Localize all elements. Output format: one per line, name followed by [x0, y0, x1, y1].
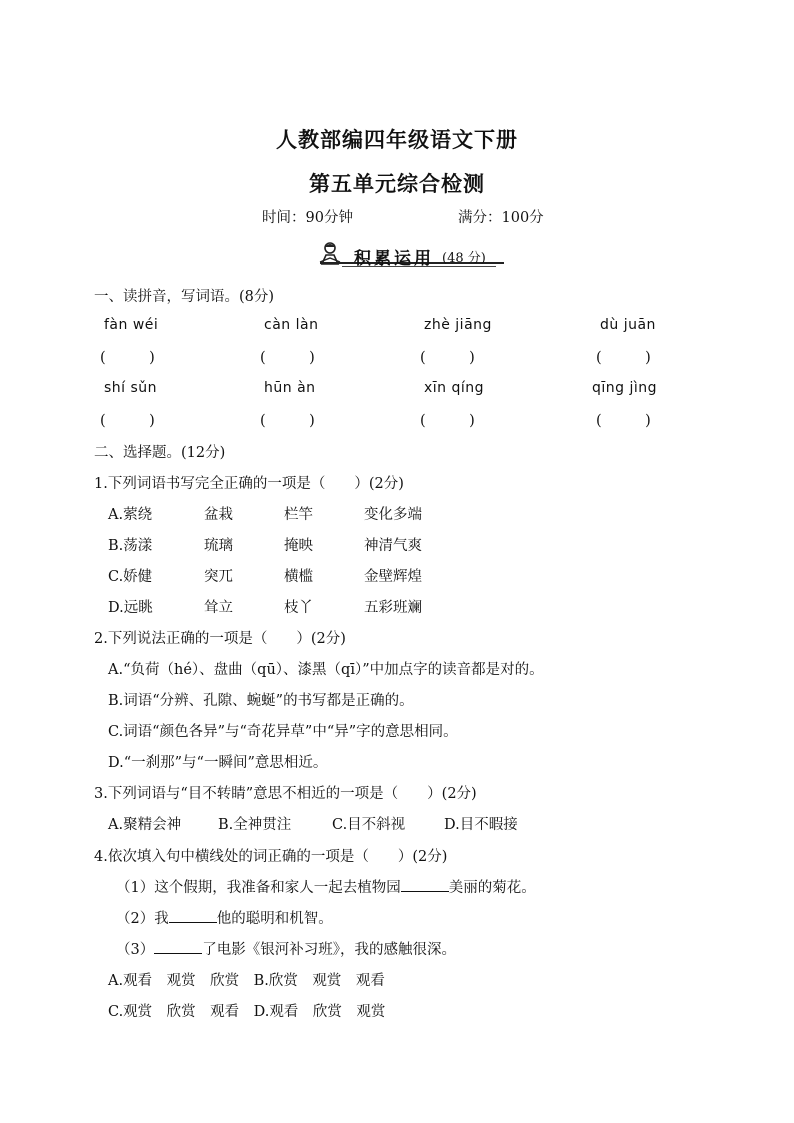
section-banner: [312, 238, 504, 272]
choice-word: D.远眺: [108, 600, 153, 616]
pinyin-item: zhè jiāng: [424, 317, 492, 333]
option-row: C.观赏 欣赏 观看 D.观看 欣赏 观赏: [108, 1004, 386, 1020]
choice-word: C.娇健: [108, 569, 153, 585]
page-title: 人教部编四年级语文下册: [276, 127, 518, 152]
answer-blank[interactable]: ( ): [100, 350, 155, 366]
choice-word: B.荡漾: [108, 538, 153, 554]
sentence-3: [116, 938, 456, 959]
section-label: 积累运用: [354, 249, 434, 269]
pinyin-item: shí sǔn: [104, 380, 158, 396]
pinyin-item: fàn wéi: [104, 317, 159, 333]
answer-blank[interactable]: ( ): [260, 413, 315, 429]
pinyin-item: càn làn: [264, 317, 319, 333]
choice-word: 耸立: [204, 600, 233, 616]
pinyin-item: dù juān: [600, 317, 656, 333]
choice-word: 横槛: [284, 569, 313, 585]
pinyin-item: qīng jìng: [592, 380, 658, 396]
q1-heading: 一、读拼音，写词语。(8分): [94, 289, 275, 305]
answer-blank[interactable]: ( ): [260, 350, 315, 366]
page-subtitle: 第五单元综合检测: [309, 171, 485, 196]
q2-item3-stem: 3.下列词语与“目不转睛”意思不相近的一项是（ ）(2分): [94, 786, 477, 802]
option-b: B.全神贯注: [218, 817, 292, 833]
choice-word: 金壁辉煌: [364, 569, 422, 585]
choice-word: 神清气爽: [364, 538, 422, 554]
pinyin-item: hūn àn: [264, 380, 316, 396]
option-c: C.目不斜视: [332, 817, 406, 833]
full-score: 满分：100分: [458, 210, 544, 226]
q2-item1-stem: 1.下列词语书写完全正确的一项是（ ）(2分): [94, 476, 404, 492]
pinyin-item: xīn qíng: [424, 380, 485, 396]
answer-blank[interactable]: ( ): [100, 413, 155, 429]
time-limit: 时间：90分钟: [262, 210, 353, 226]
answer-blank[interactable]: ( ): [420, 350, 475, 366]
sentence-text: 美丽的菊花。: [448, 880, 536, 896]
section-points: (48 分): [442, 251, 486, 266]
sentence-2: [116, 907, 333, 928]
choice-word: 五彩班斓: [364, 600, 422, 616]
sentence-1: [116, 876, 536, 897]
answer-blank[interactable]: ( ): [596, 350, 651, 366]
choice-word: 变化多端: [364, 507, 422, 523]
choice-word: 栏竿: [284, 507, 313, 523]
q2-item4-stem: 4.依次填入句中横线处的词正确的一项是（ ）(2分): [94, 849, 448, 865]
choice-word: 琉璃: [204, 538, 233, 554]
q2-item2-stem: 2.下列说法正确的一项是（ ）(2分): [94, 631, 346, 647]
answer-blank[interactable]: ( ): [596, 413, 651, 429]
choice-word: 突兀: [204, 569, 233, 585]
choice-word: A.萦绕: [108, 507, 153, 523]
option-b: B.词语“分辨、孔隙、蜿蜒”的书写都是正确的。: [108, 693, 414, 709]
option-d: D.目不暇接: [444, 817, 518, 833]
q2-heading: 二、选择题。(12分): [94, 445, 226, 461]
sentence-text: （2）我: [116, 911, 169, 927]
option-a: A.“负荷（hé）、盘曲（qū）、漆黑（qī）”中加点字的读音都是对的。: [108, 662, 544, 678]
choice-word: 枝丫: [284, 600, 313, 616]
sentence-text: （3）: [116, 942, 155, 958]
fill-blank[interactable]: [154, 953, 202, 954]
option-row: A.观看 观赏 欣赏 B.欣赏 观赏 观看: [108, 973, 385, 989]
sentence-text: 了电影《银河补习班》，我的感触很深。: [202, 942, 456, 958]
choice-word: 掩映: [284, 538, 313, 554]
fill-blank[interactable]: [401, 891, 449, 892]
option-a: A.聚精会神: [108, 817, 182, 833]
sentence-text: （1）这个假期，我准备和家人一起去植物园: [116, 880, 401, 896]
choice-word: 盆栽: [204, 507, 233, 523]
option-c: C.词语“颜色各异”与“奇花异草”中“异”字的意思相同。: [108, 724, 458, 740]
option-d: D.“一刹那”与“一瞬间”意思相近。: [108, 755, 328, 771]
fill-blank[interactable]: [169, 922, 217, 923]
sentence-text: 他的聪明和机智。: [216, 911, 333, 927]
answer-blank[interactable]: ( ): [420, 413, 475, 429]
